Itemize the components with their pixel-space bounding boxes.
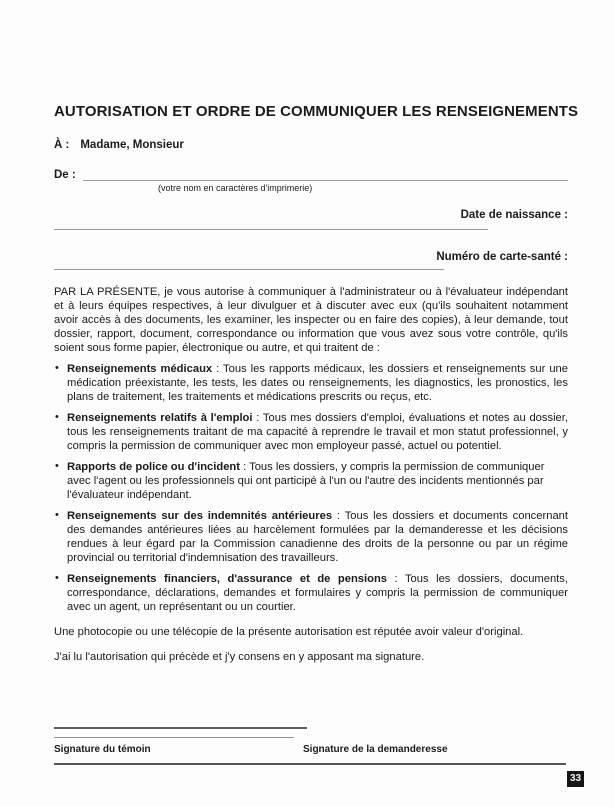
bullet-label: Renseignements sur des indemnités antérieures	[67, 510, 333, 522]
bullet-separator: :	[212, 363, 224, 375]
bullet-text: Tous les rapports médicaux, les dossiers et renseignements sur une médication préexistante, les tests, les dates ou renseignements, les diagnostics, les pronostics, les plans de traitement, les traitements et médications prescrits ou reçus, etc.	[67, 363, 568, 403]
bullet-marker: •	[55, 411, 59, 423]
witness-signature-line	[54, 727, 307, 729]
dob-fill-line	[54, 229, 488, 230]
from-label: De :	[54, 169, 76, 181]
bullet-separator: :	[332, 510, 345, 522]
bullet-label: Rapports de police ou d'incident	[67, 461, 240, 473]
footer-divider-line	[54, 763, 566, 765]
bullet-separator: :	[387, 573, 405, 585]
dob-label: Date de naissance :	[460, 209, 568, 221]
bullet-text: Tous mes dossiers d'emploi, évaluations et notes au dossier, tous les renseignements traitant de ma capacité à reprendre le travail et mon statut professionnel, y compris la permission de communiquer avec mon employeur passé, actuel ou potentiel.	[67, 412, 568, 452]
witness-signature-label: Signature du témoin	[54, 744, 151, 755]
bullet-item	[54, 572, 568, 614]
bullet-label: Renseignements financiers, d'assurance et de pensions	[67, 573, 387, 585]
bullet-text: Tous les dossiers, documents, correspondance, déclarations, demandes et formulaires y compris la permission de communiquer avec un agent, un représentant ou un courtier.	[67, 573, 568, 613]
witness-signature-line-2	[54, 737, 294, 738]
bullet-label: Renseignements relatifs à l'emploi	[67, 412, 253, 424]
signature-labels-row	[54, 744, 568, 755]
page-title: AUTORISATION ET ORDRE DE COMMUNIQUER LES RENSEIGNEMENTS	[54, 103, 579, 120]
bullet-text: Tous les dossiers et documents concernant des demandes antérieures liées au harcèlement formulées par la demanderesse et les décisions rendues à leur égard par la Commission canadienne des droits de la personne ou par un régime provincial ou territorial d'indemnisation des travailleurs.	[67, 510, 568, 564]
bullet-list	[54, 362, 568, 614]
bullet-item	[54, 460, 568, 502]
bullet-item	[54, 509, 568, 565]
from-hint: (votre nom en caractères d'imprimerie)	[158, 183, 313, 193]
bullet-marker: •	[55, 509, 59, 521]
from-fill-line	[83, 168, 568, 181]
bullet-marker: •	[55, 460, 59, 472]
bullet-item	[54, 362, 568, 404]
photocopy-note: Une photocopie ou une télécopie de la présente autorisation est réputée avoir valeur d'original.	[54, 626, 524, 638]
claimant-signature-label: Signature de la demanderesse	[303, 744, 448, 755]
bullet-label: Renseignements médicaux	[67, 363, 213, 375]
to-value: Madame, Monsieur	[80, 139, 184, 151]
consent-note: J'ai lu l'autorisation qui précède et j'y consens en y apposant ma signature.	[54, 651, 425, 663]
form-content	[54, 0, 579, 664]
bullet-text: Tous les dossiers, y compris la permission de communiquer avec l'agent ou les professionnels qui ont participé à l'un ou l'autre des incidents mentionnés par l'évaluateur indépendant.	[67, 461, 545, 501]
bullet-marker: •	[55, 362, 59, 374]
bullet-separator: :	[252, 412, 263, 424]
signature-section	[54, 727, 568, 765]
intro-paragraph: PAR LA PRÉSENTE, je vous autorise à communiquer à l'administrateur ou à l'évaluateur indépendant et à leurs équipes respectives, à leur divulguer et à discuter avec eux (qu'ils souhaitent notamment avoir accès à des documents, les examiner, les inspecter ou en faire des copies), à leur demande, tout dossier, rapport, document, correspondance ou information que vous avez sous votre contrôle, qu'ils soient sous forme papier, électronique ou autre, et qui traitent de :	[54, 286, 568, 354]
bullet-marker: •	[55, 572, 59, 584]
to-label: À :	[54, 139, 70, 151]
bullet-item	[54, 411, 568, 453]
from-row	[54, 168, 568, 181]
page-number-badge: 33	[567, 771, 584, 787]
bullet-separator: :	[239, 461, 250, 473]
health-card-fill-line	[54, 269, 444, 270]
addressee-row	[54, 139, 568, 151]
health-card-label: Numéro de carte-santé :	[436, 251, 568, 263]
